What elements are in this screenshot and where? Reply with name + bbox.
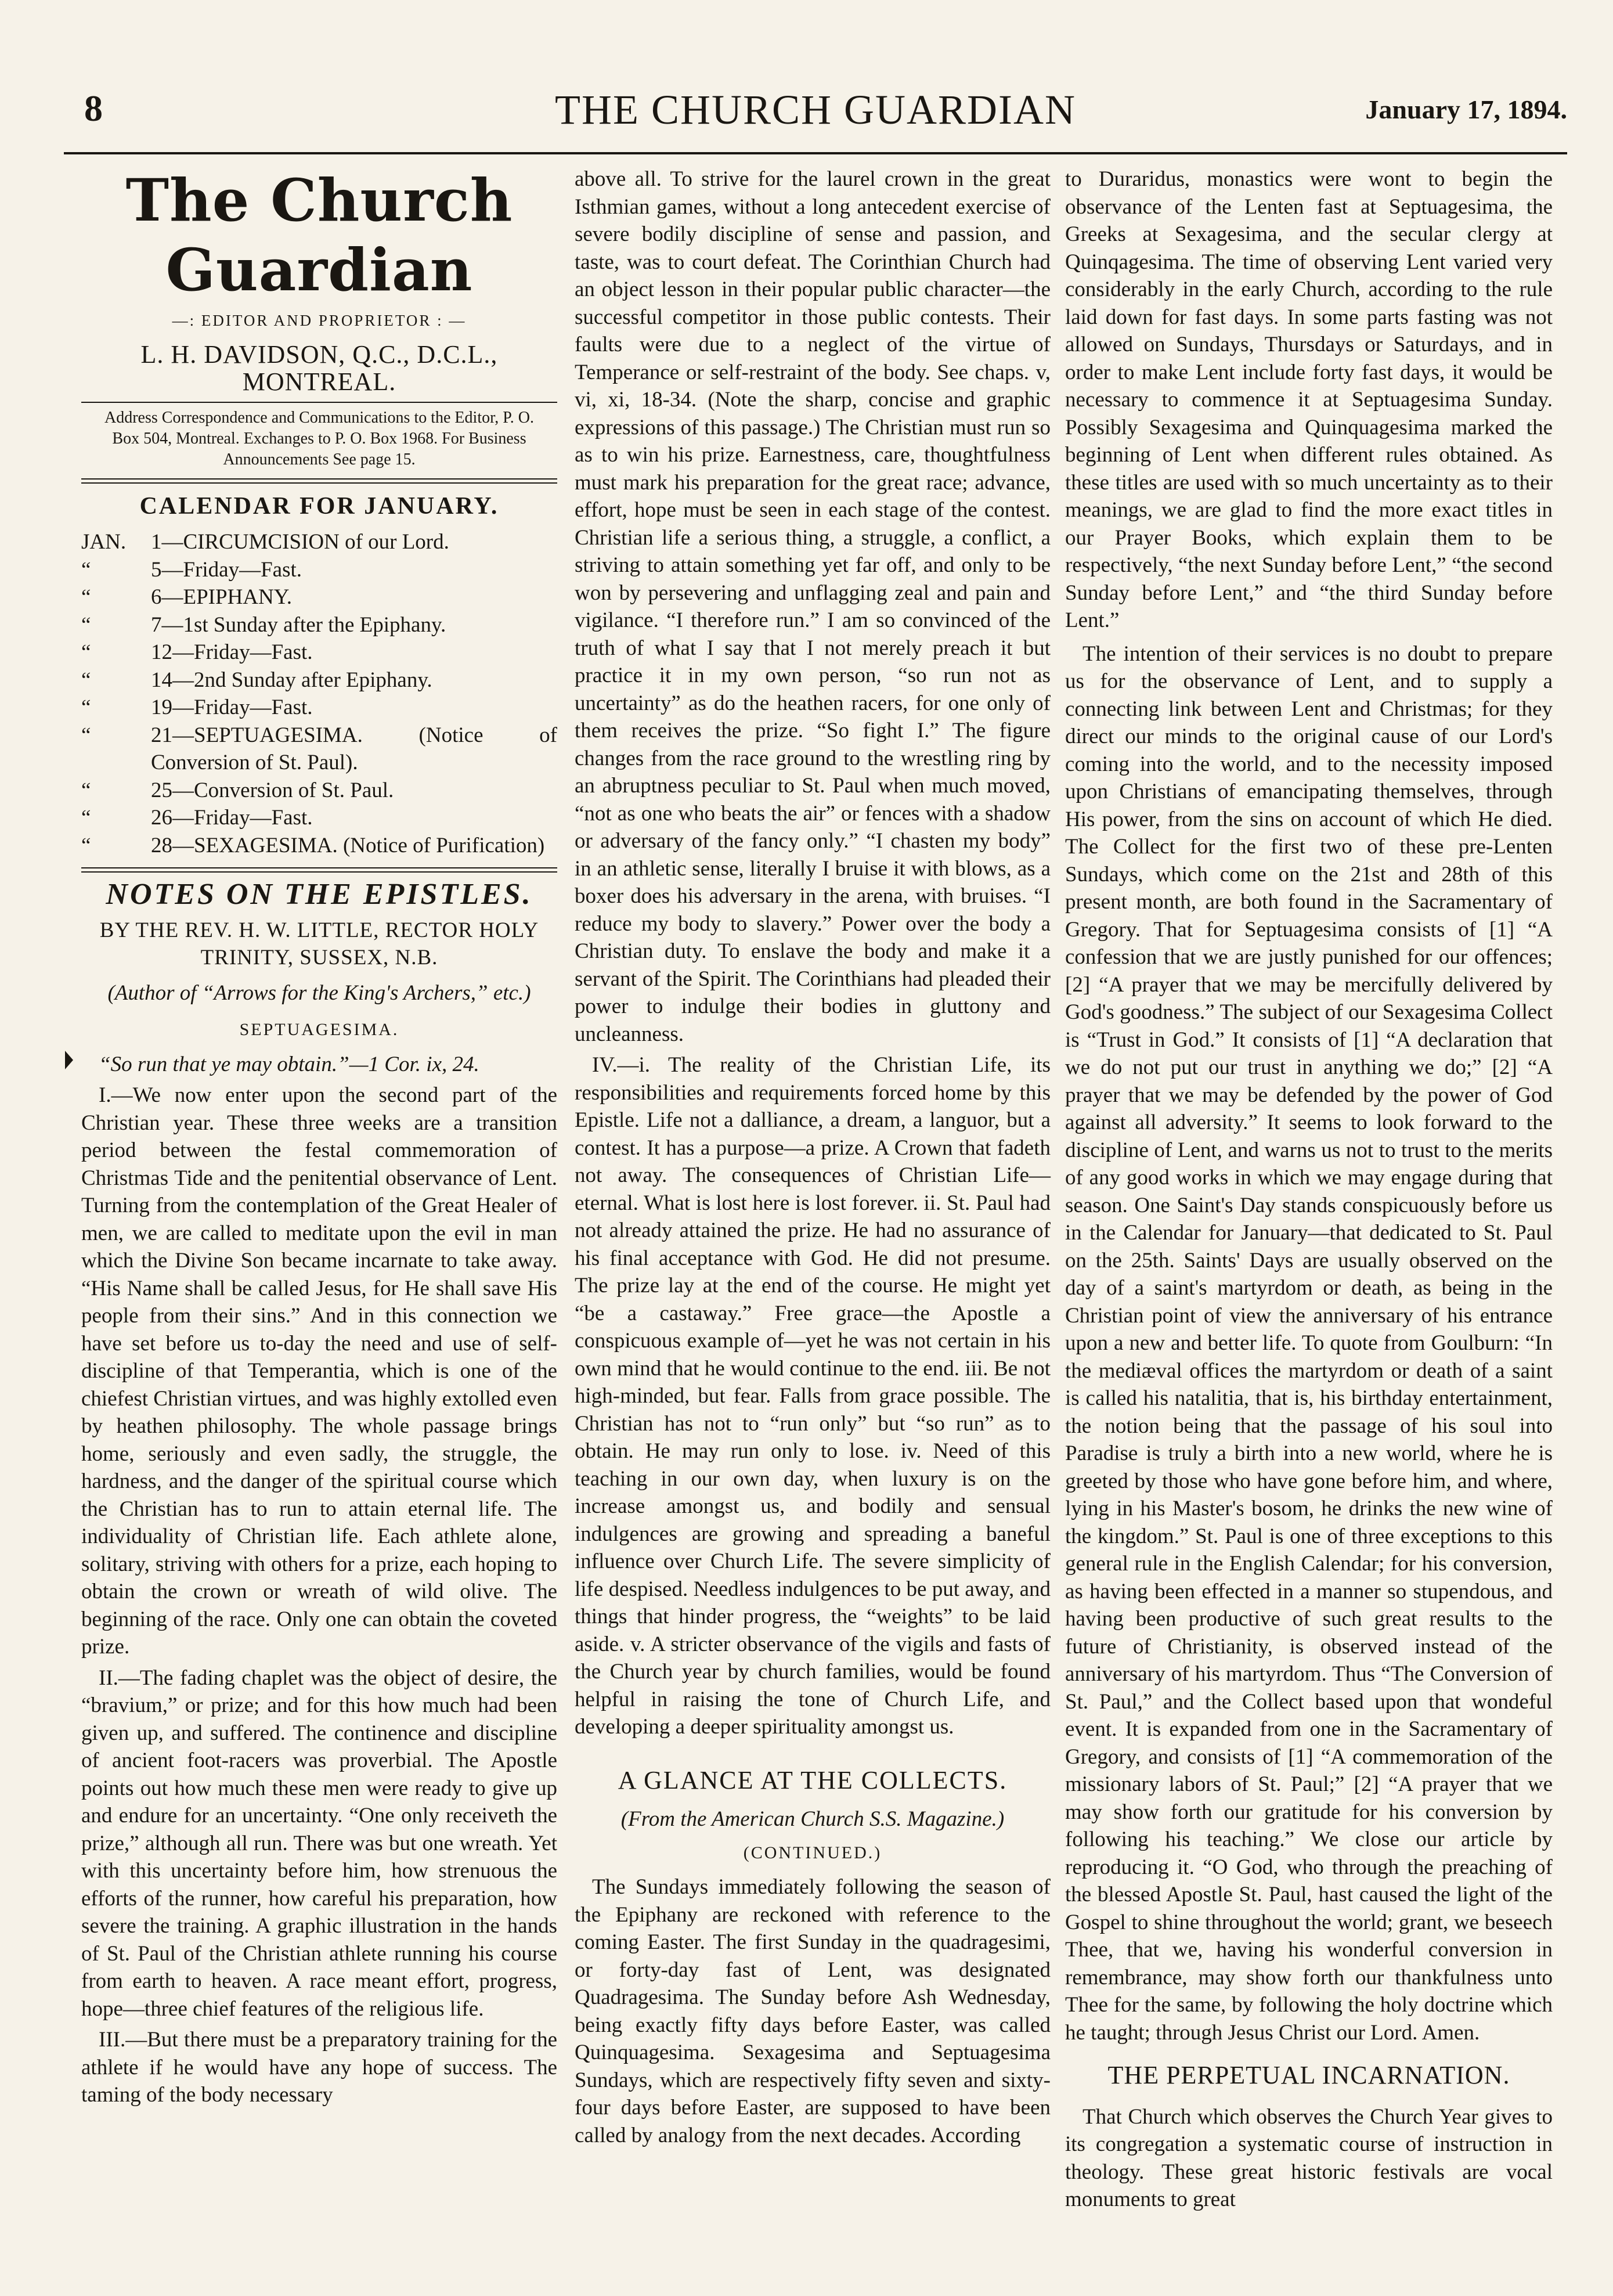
paragraph: III.—But there must be a preparatory training for the athlete if he would have any hope of success. The taming of the body necessary bbox=[81, 2028, 557, 2107]
paragraph: II.—The fading chaplet was the object of desire, the “bravium,” or prize; and for this how much had been given up, and suffered. The continence and discipline of ancient foot-racers was proverbial. The Apostle points out how much these men were ready to give up and endure for an uncertainty. “One only receiveth the prize,” although all run. There was but one wreath. Yet with this uncertainty before him, how strenuous the efforts of the runner, how careful his preparation, how severe the training. A graphic illustration in the hands of St. Paul of the Christian athlete running his course from earth to heaven. A race meant effort, progress, hope—three chief features of the religious life. bbox=[81, 1666, 557, 2021]
header-rule bbox=[64, 152, 1567, 154]
paragraph: to Duraridus, monastics were wont to begin the observance of the Lenten fast at Septuagesima, the Greeks at Sexagesima, and the secular clergy at Quinqagesima. The time of observing Lent varied very considerably in the early Church, according to the rule laid down for fast days. In some parts fasting was not allowed on Sundays, Thursdays or Saturdays, and in order to make Lent include forty fast days, it would be necessary to commence it at Septuagesima Sunday. Possibly Sexagesima and Quinquagesima marked the beginning of Lent when different rules obtained. As these titles are used with so much uncertainty as to their meanings, we are glad to find the more exact titles in our Prayer Books, which explain them to be respectively, “the next Sunday before Lent,” “the second Sunday before Lent,” and “the third Sunday before Lent.” bbox=[1065, 167, 1553, 632]
issue-date: January 17, 1894. bbox=[1365, 95, 1567, 124]
epigraph: “So run that ye may obtain.”—1 Cor. ix, 24. bbox=[99, 1052, 479, 1076]
paragraph: The intention of their services is no doubt to prepare us for the observance of Lent, and to supply a connecting link between Lent and Christmas; for they direct our minds to the original cause of our Lord's coming into the world, and to the necessity imposed upon Christians of emancipating themselves, through His power, from the sins on account of which He died. The Collect for the first two of these pre-Lenten Sundays, which come on the 21st and 28th of this present month, are both found in the Sacramentary of Gregory. That for Septuagesima consists of [1] “A confession that we are justly punished for our offences; [2] “A prayer that we may be mercifully delivered by God's goodness.” The subject of our Sexagesima Collect is “Trust in God.” It consists of [1] “A declaration that we do not put our trust in anything we do;” [2] “A prayer that we may be defended by the power of God against all adversity.” It seems to look forward to the discipline of Lent, and warns us not to trust to the merits of any good works in which we may engage during that season. One Saint's Day stands conspicuously before us in the Calendar for January—that dedicated to St. Paul on the 25th. Saints' Days are usually observed on the day of a saint's martyrdom or death, as being in the Christian point of view the anniversary of his entrance upon a new and better life. To quote from Goulburn: “In the mediæval offices the martyrdom or death of a saint is called his natalitia, that is, his birthday entertainment, the notion being that the passage of his soul into Paradise is truly a birth into a new world, where he is greeted by those who have gone before him, and where, lying in his Master's bosom, he drinks the new wine of the kingdom.” St. Paul is one of three exceptions to this general rule in the English Calendar; for his conversion, as having been effected in a manner so stupendous, and having been productive of such great results to the future of Christianity, is observed instead of the anniversary of his martyrdom. Thus “The Conversion of St. Paul,” and the Collect based upon that wondeful event. It is expanded from one in the Sacramentary of Gregory, and consists of [1] “A commemoration of the missionary labors of St. Paul;” [2] “A prayer that we may show forth our gratitude for his conversion by following his teaching.” We close our article by reproducing it. “O God, who through the preaching of the blessed Apostle St. Paul, hast caused the light of the Gospel to shine throughout the world; grant, we beseech Thee, that we, having his wonderful conversion in remembrance, may show forth our thankfulness unto Thee for the same, by following the holy doctrine which he taught; through Jesus Christ our Lord. Amen. bbox=[1065, 641, 1553, 2045]
paragraph: The Sundays immediately following the season of the Epiphany are reckoned with reference to the coming Easter. The first Sunday in the quadragesimi, or forty-day fast of Lent, was designated Quadragesima. The Sunday before Ash Wednesday, being exactly fifty days before Easter, was called Quinquagesima. Sexagesima and Septuagesima Sundays, which are respectively fifty seven and sixty-four days before Easter, are supposed to have been called by analogy from the next decades. According bbox=[575, 1875, 1051, 2147]
paragraph: I.—We now enter upon the second part of the Christian year. These three weeks are a transition period between the festal commemoration of Christmas Tide and the penitential observance of Lent. Turning from the contemplation of the Great Healer of men, we are called to meditate upon the evil in man which the Divine Son became incarnate to take away. “His Name shall be called Jesus, for He shall save His people from their sins.” And in this connection we have set before us to-day the need and use of self-discipline of that Temperantia, which is one of the chiefest Christian virtues, and was highly extolled even by heathen philosophy. The whole passage brings home, seriously and even sadly, the struggle, the hardness, and the danger of the spiritual course which the Christian has to run to attain eternal life. The individuality of Christian life. Each athlete alone, solitary, striving with others for a prize, each hoping to obtain the crown or wreath of wild olive. The beginning of the race. Only one can obtain the coveted prize. bbox=[81, 1083, 557, 1659]
incarnation-heading: THE PERPETUAL INCARNATION. bbox=[1107, 2061, 1510, 2089]
collects-heading: A GLANCE AT THE COLLECTS. bbox=[618, 1765, 1008, 1794]
author-note: (Author of “Arrows for the King's Archers,” etc.) bbox=[107, 981, 531, 1005]
margin-mark bbox=[65, 1051, 73, 1069]
column-3 bbox=[1065, 165, 1553, 2219]
calendar-entry: “ 5—Friday—Fast. bbox=[81, 557, 302, 582]
calendar-entry: “ 12—Friday—Fast. bbox=[81, 640, 313, 664]
calendar-entry: “ 26—Friday—Fast. bbox=[81, 806, 313, 830]
paragraph: IV.—i. The reality of the Christian Life, its responsibilities and requirements forced home by this Epistle. Life not a dalliance, a dream, a languor, but a contest. It has a purpose—a prize. A Crown that fadeth not away. The consequences of Christian Life—eternal. What is lost here is lost forever. ii. St. Paul had not already attained the prize. He had no assurance of his final acceptance with God. He did not presume. The prize lay at the end of the course. He might yet “be a castaway.” Free grace—the Apostle a conspicuous example of—yet he was not certain in his own mind that he would continue to the end. iii. Be not high-minded, but fear. Falls from grace possible. The Christian has not to “run only” but “so run” as to obtain. He may run only to lose. iv. Need of this teaching in our own day, when luxury is on the increase amongst us, and bodily and sensual indulgences are growing and spreading a baneful influence over Church Life. The severe simplicity of life despised. Needless indulgences to be put away, and things that hinder progress, the “weights” to be laid aside. v. A stricter observance of the vigils and fasts of the Church year by church families, would be found helpful in raising the tone of Church Life, and developing a deeper spirituality amongst us. bbox=[575, 1053, 1051, 1739]
address-notice: Address Correspondence and Communications to the Editor, P. O. Box 504, Montreal. Exchanges to P. O. Box 1968. For Business Announcements See page 15. bbox=[104, 408, 534, 468]
byline: BY THE REV. H. W. LITTLE, RECTOR HOLY bbox=[99, 918, 539, 942]
paper-title: The Church Guardian bbox=[125, 166, 513, 304]
notes-heading: NOTES ON THE EPISTLES. bbox=[106, 878, 533, 911]
divider bbox=[81, 402, 557, 403]
continued-label: (CONTINUED.) bbox=[743, 1843, 882, 1862]
page-number: 8 bbox=[84, 88, 103, 129]
calendar-list bbox=[81, 528, 557, 859]
divider bbox=[81, 478, 557, 484]
editor-name: L. H. DAVIDSON, Q.C., D.C.L., MONTREAL. bbox=[140, 340, 498, 396]
source-note: (From the American Church S.S. Magazine.) bbox=[620, 1807, 1005, 1831]
calendar-entry: “ 25—Conversion of St. Paul. bbox=[81, 778, 394, 802]
editor-label: —: EDITOR AND PROPRIETOR : — bbox=[172, 312, 467, 329]
calendar-entry: “ 6—EPIPHANY. bbox=[81, 585, 292, 609]
divider bbox=[81, 867, 557, 873]
page-header bbox=[64, 81, 1567, 151]
calendar-entry: “ 14—2nd Sunday after Epiphany. bbox=[81, 668, 432, 692]
byline: TRINITY, SUSSEX, N.B. bbox=[200, 945, 438, 969]
calendar-entry: “ 21—SEPTUAGESIMA. (Notice of Conversion of St. Paul). bbox=[81, 723, 557, 774]
column-1 bbox=[81, 165, 557, 2113]
calendar-heading: CALENDAR FOR JANUARY. bbox=[139, 492, 499, 520]
paragraph: That Church which observes the Church Year gives to its congregation a systematic course of instruction in theology. These great historic festivals are vocal monuments to great bbox=[1065, 2104, 1553, 2211]
column-2 bbox=[575, 165, 1051, 2153]
paragraph: above all. To strive for the laurel crown in the great Isthmian games, without a long antecedent exercise of severe bodily discipline of sense and passion, and taste, was to court defeat. The Corinthian Church had an object lesson in their popular public character—the successful competitor in those public contests. Their faults were due to a neglect of the virtue of Temperance or self-restraint of the body. See chaps. v, vi, xi, 18-34. (Note the sharp, concise and graphic expressions of this passage.) The Christian must run so as to win his prize. Earnestness, care, thoughtfulness must mark his preparation for the great race; advance, effort, hope must be seen in each stage of the contest. Christian life a serious thing, a struggle, a conflict, a striving to attain something yet far off, and only to be won by persevering and unflagging zeal and pain and vigilance. “I therefore run.” I am so convinced of the truth of what I say that I not merely preach it but practice it in my own person, “so run not as uncertainty” as do the heathen racers, for one only of them receives the prize. “So fight I.” The figure changes from the race ground to the wrestling ring by an abruptness peculiar to St. Paul when much moved, “not as one who beats the air” or fences with a shadow or adversary of the fancy only.” “I chasten my body” in an athletic sense, literally I bruise it with blows, as a boxer does his adversary in the arena, with bruises. “I reduce my body to slavery.” Power over the body a Christian duty. To enslave the body and make it a servant of the Spirit. The Corinthians had pleaded their power to indulge their bodies in gluttony and uncleanness. bbox=[575, 167, 1051, 1046]
sub-heading: SEPTUAGESIMA. bbox=[239, 1020, 399, 1039]
masthead: THE CHURCH GUARDIAN bbox=[555, 86, 1076, 133]
calendar-entry: “ 7—1st Sunday after the Epiphany. bbox=[81, 612, 446, 637]
calendar-entry: JAN. 1—CIRCUMCISION of our Lord. bbox=[81, 530, 449, 554]
calendar-entry: “ 19—Friday—Fast. bbox=[81, 695, 313, 719]
calendar-entry: “ 28—SEXAGESIMA. (Notice of Purification) bbox=[81, 833, 545, 857]
